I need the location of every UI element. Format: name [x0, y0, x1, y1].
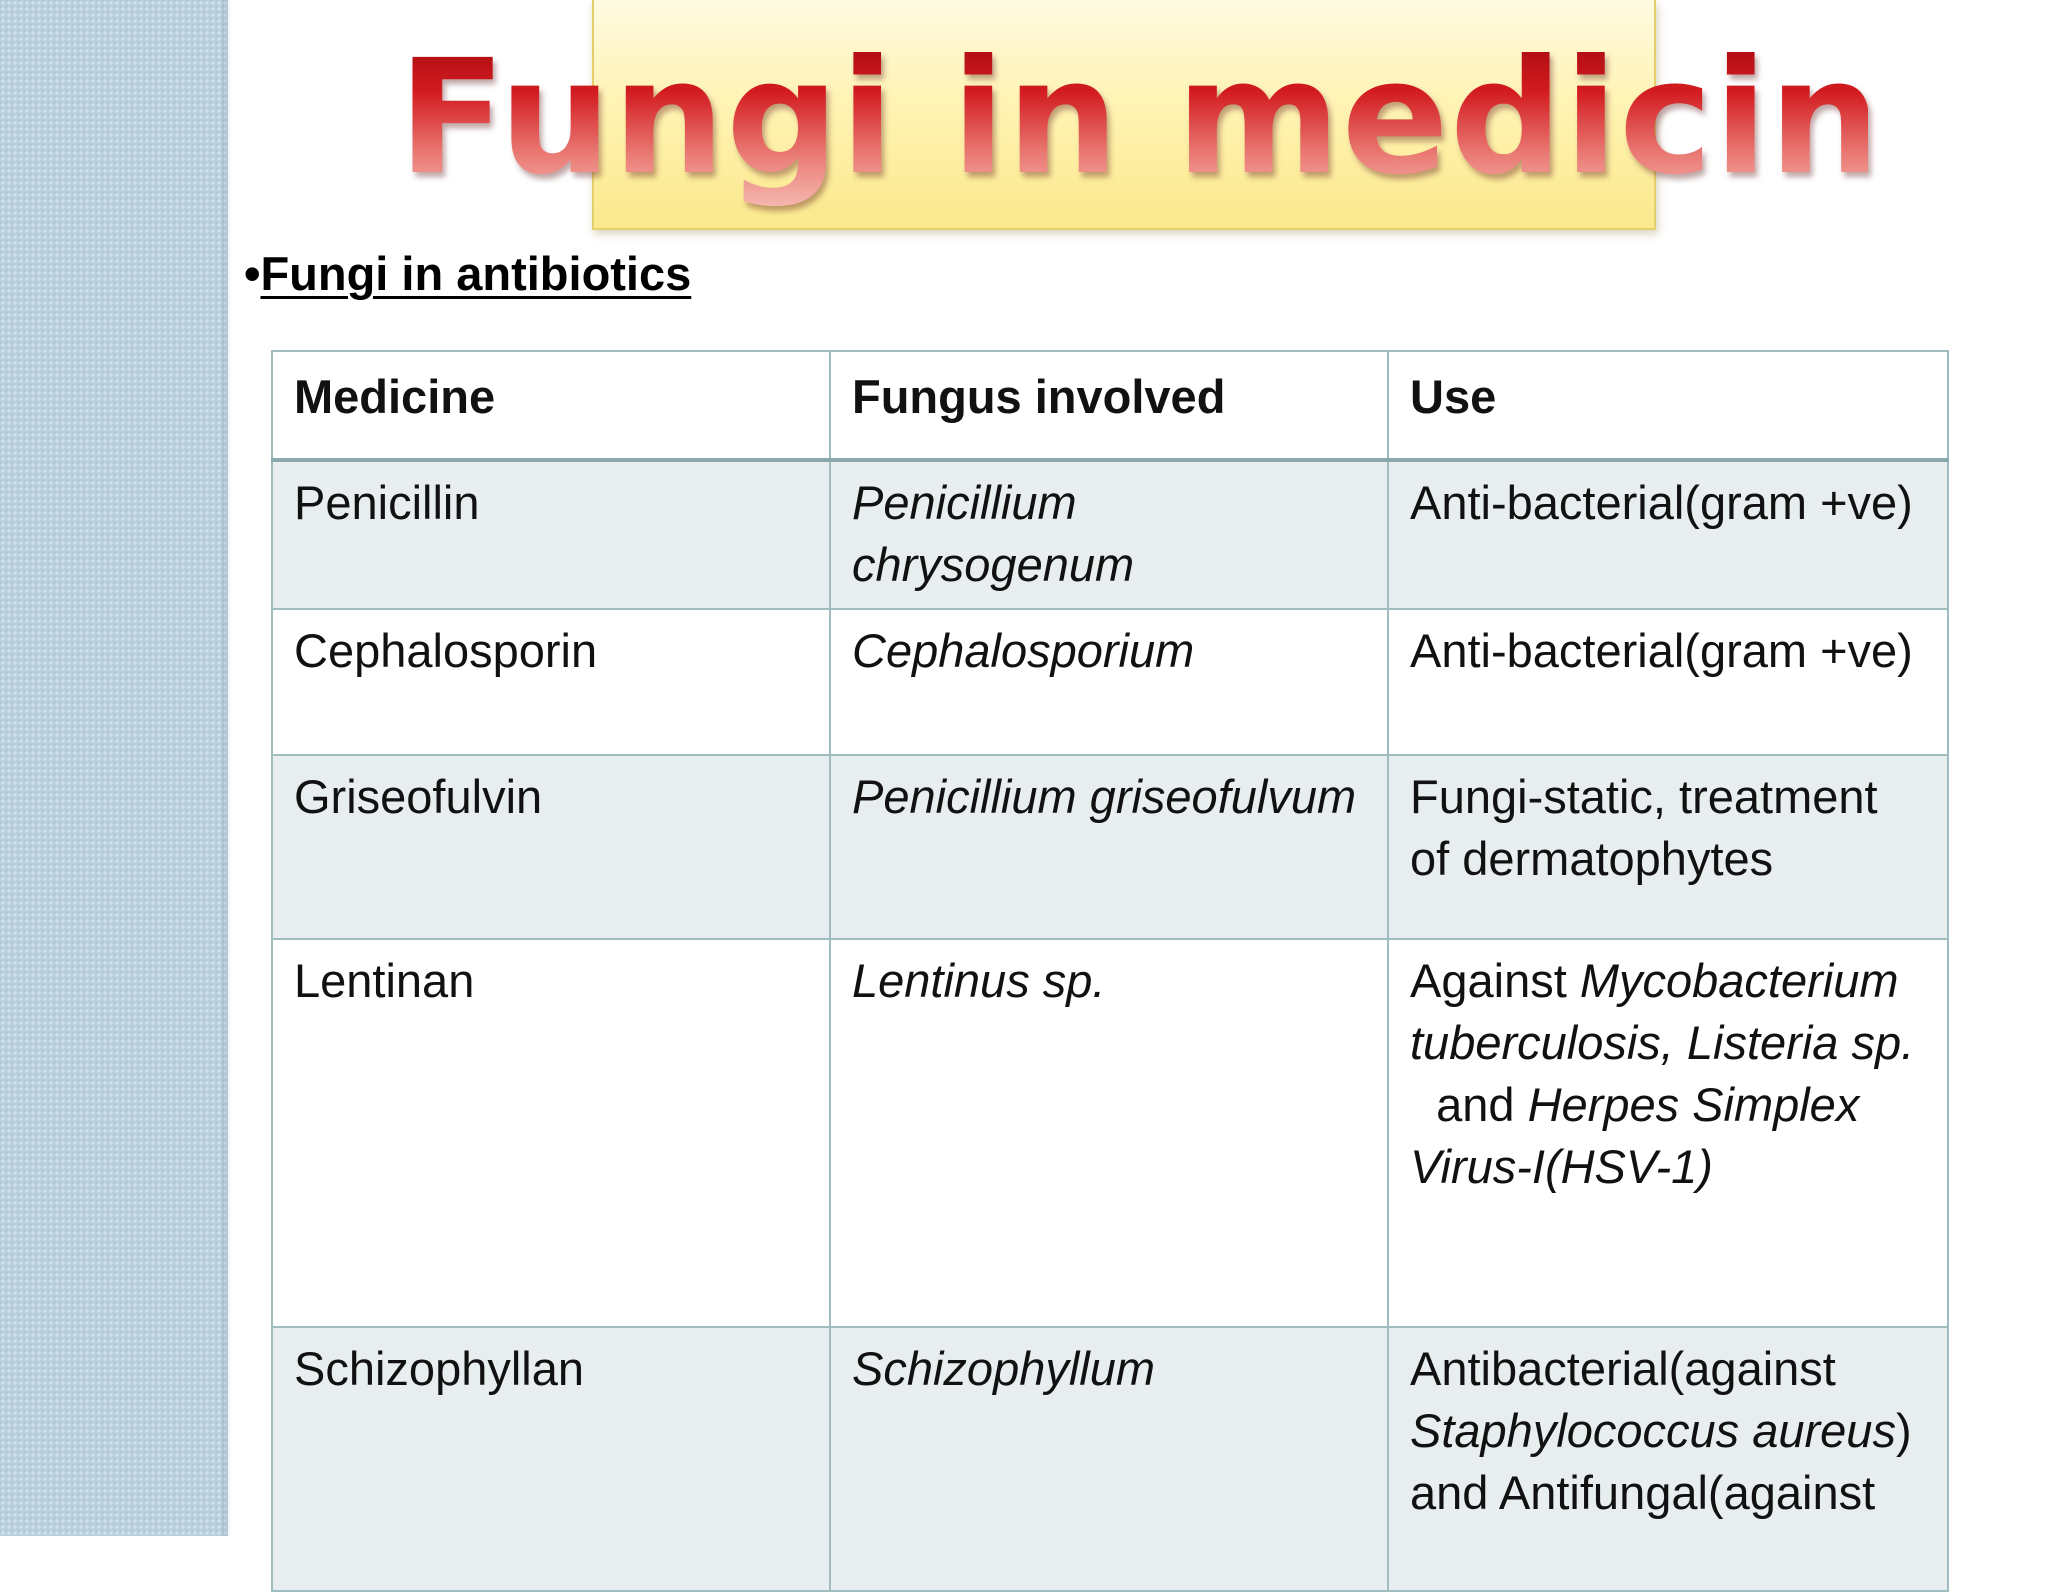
section-heading — [244, 244, 691, 304]
use-organism-name: Mycobacterium tuberculosis, Listeria sp. — [1410, 954, 1915, 1069]
medicine-cell: Schizophyllan — [272, 1327, 830, 1591]
use-cell: Anti-bacterial(gram +ve) — [1388, 609, 1948, 755]
table-row — [272, 460, 1948, 609]
use-text: and — [1410, 1078, 1528, 1131]
use-text: ) and Antifungal(against — [1410, 1404, 1912, 1519]
use-cell — [1388, 939, 1948, 1327]
medicine-cell: Penicillin — [272, 460, 830, 609]
fungus-cell: Schizophyllum — [830, 1327, 1388, 1591]
section-heading-text: Fungi in antibiotics — [260, 247, 692, 300]
use-cell: Fungi-static, treatment of dermatophytes — [1388, 755, 1948, 939]
side-strip-shadow — [222, 0, 232, 1536]
table-row — [272, 755, 1948, 939]
use-text: Antibacterial(against — [1410, 1342, 1836, 1395]
use-cell: Anti-bacterial(gram +ve) — [1388, 460, 1948, 609]
medicine-cell: Lentinan — [272, 939, 830, 1327]
table-row — [272, 1327, 1948, 1591]
fungus-cell: Penicillium griseofulvum — [830, 755, 1388, 939]
header-use: Use — [1388, 351, 1948, 460]
table-row — [272, 939, 1948, 1327]
side-decoration-strip — [0, 0, 228, 1536]
medicine-cell: Griseofulvin — [272, 755, 830, 939]
header-fungus-involved: Fungus involved — [830, 351, 1388, 460]
table-row — [272, 609, 1948, 755]
antibiotics-table — [271, 350, 1949, 1592]
fungus-cell: Penicillium chrysogenum — [830, 460, 1388, 609]
fungus-cell: Lentinus sp. — [830, 939, 1388, 1327]
medicine-cell: Cephalosporin — [272, 609, 830, 755]
table-header-row — [272, 351, 1948, 460]
use-cell — [1388, 1327, 1948, 1591]
use-organism-name: Staphylococcus aureus — [1410, 1404, 1896, 1457]
use-text: Against — [1410, 954, 1580, 1007]
header-medicine: Medicine — [272, 351, 830, 460]
fungus-cell: Cephalosporium — [830, 609, 1388, 755]
use-organism-name: Herpes Simplex Virus-I(HSV-1) — [1410, 1078, 1860, 1193]
slide-title: Fungi in medicine — [398, 26, 1991, 210]
bullet-point: • — [244, 247, 261, 300]
